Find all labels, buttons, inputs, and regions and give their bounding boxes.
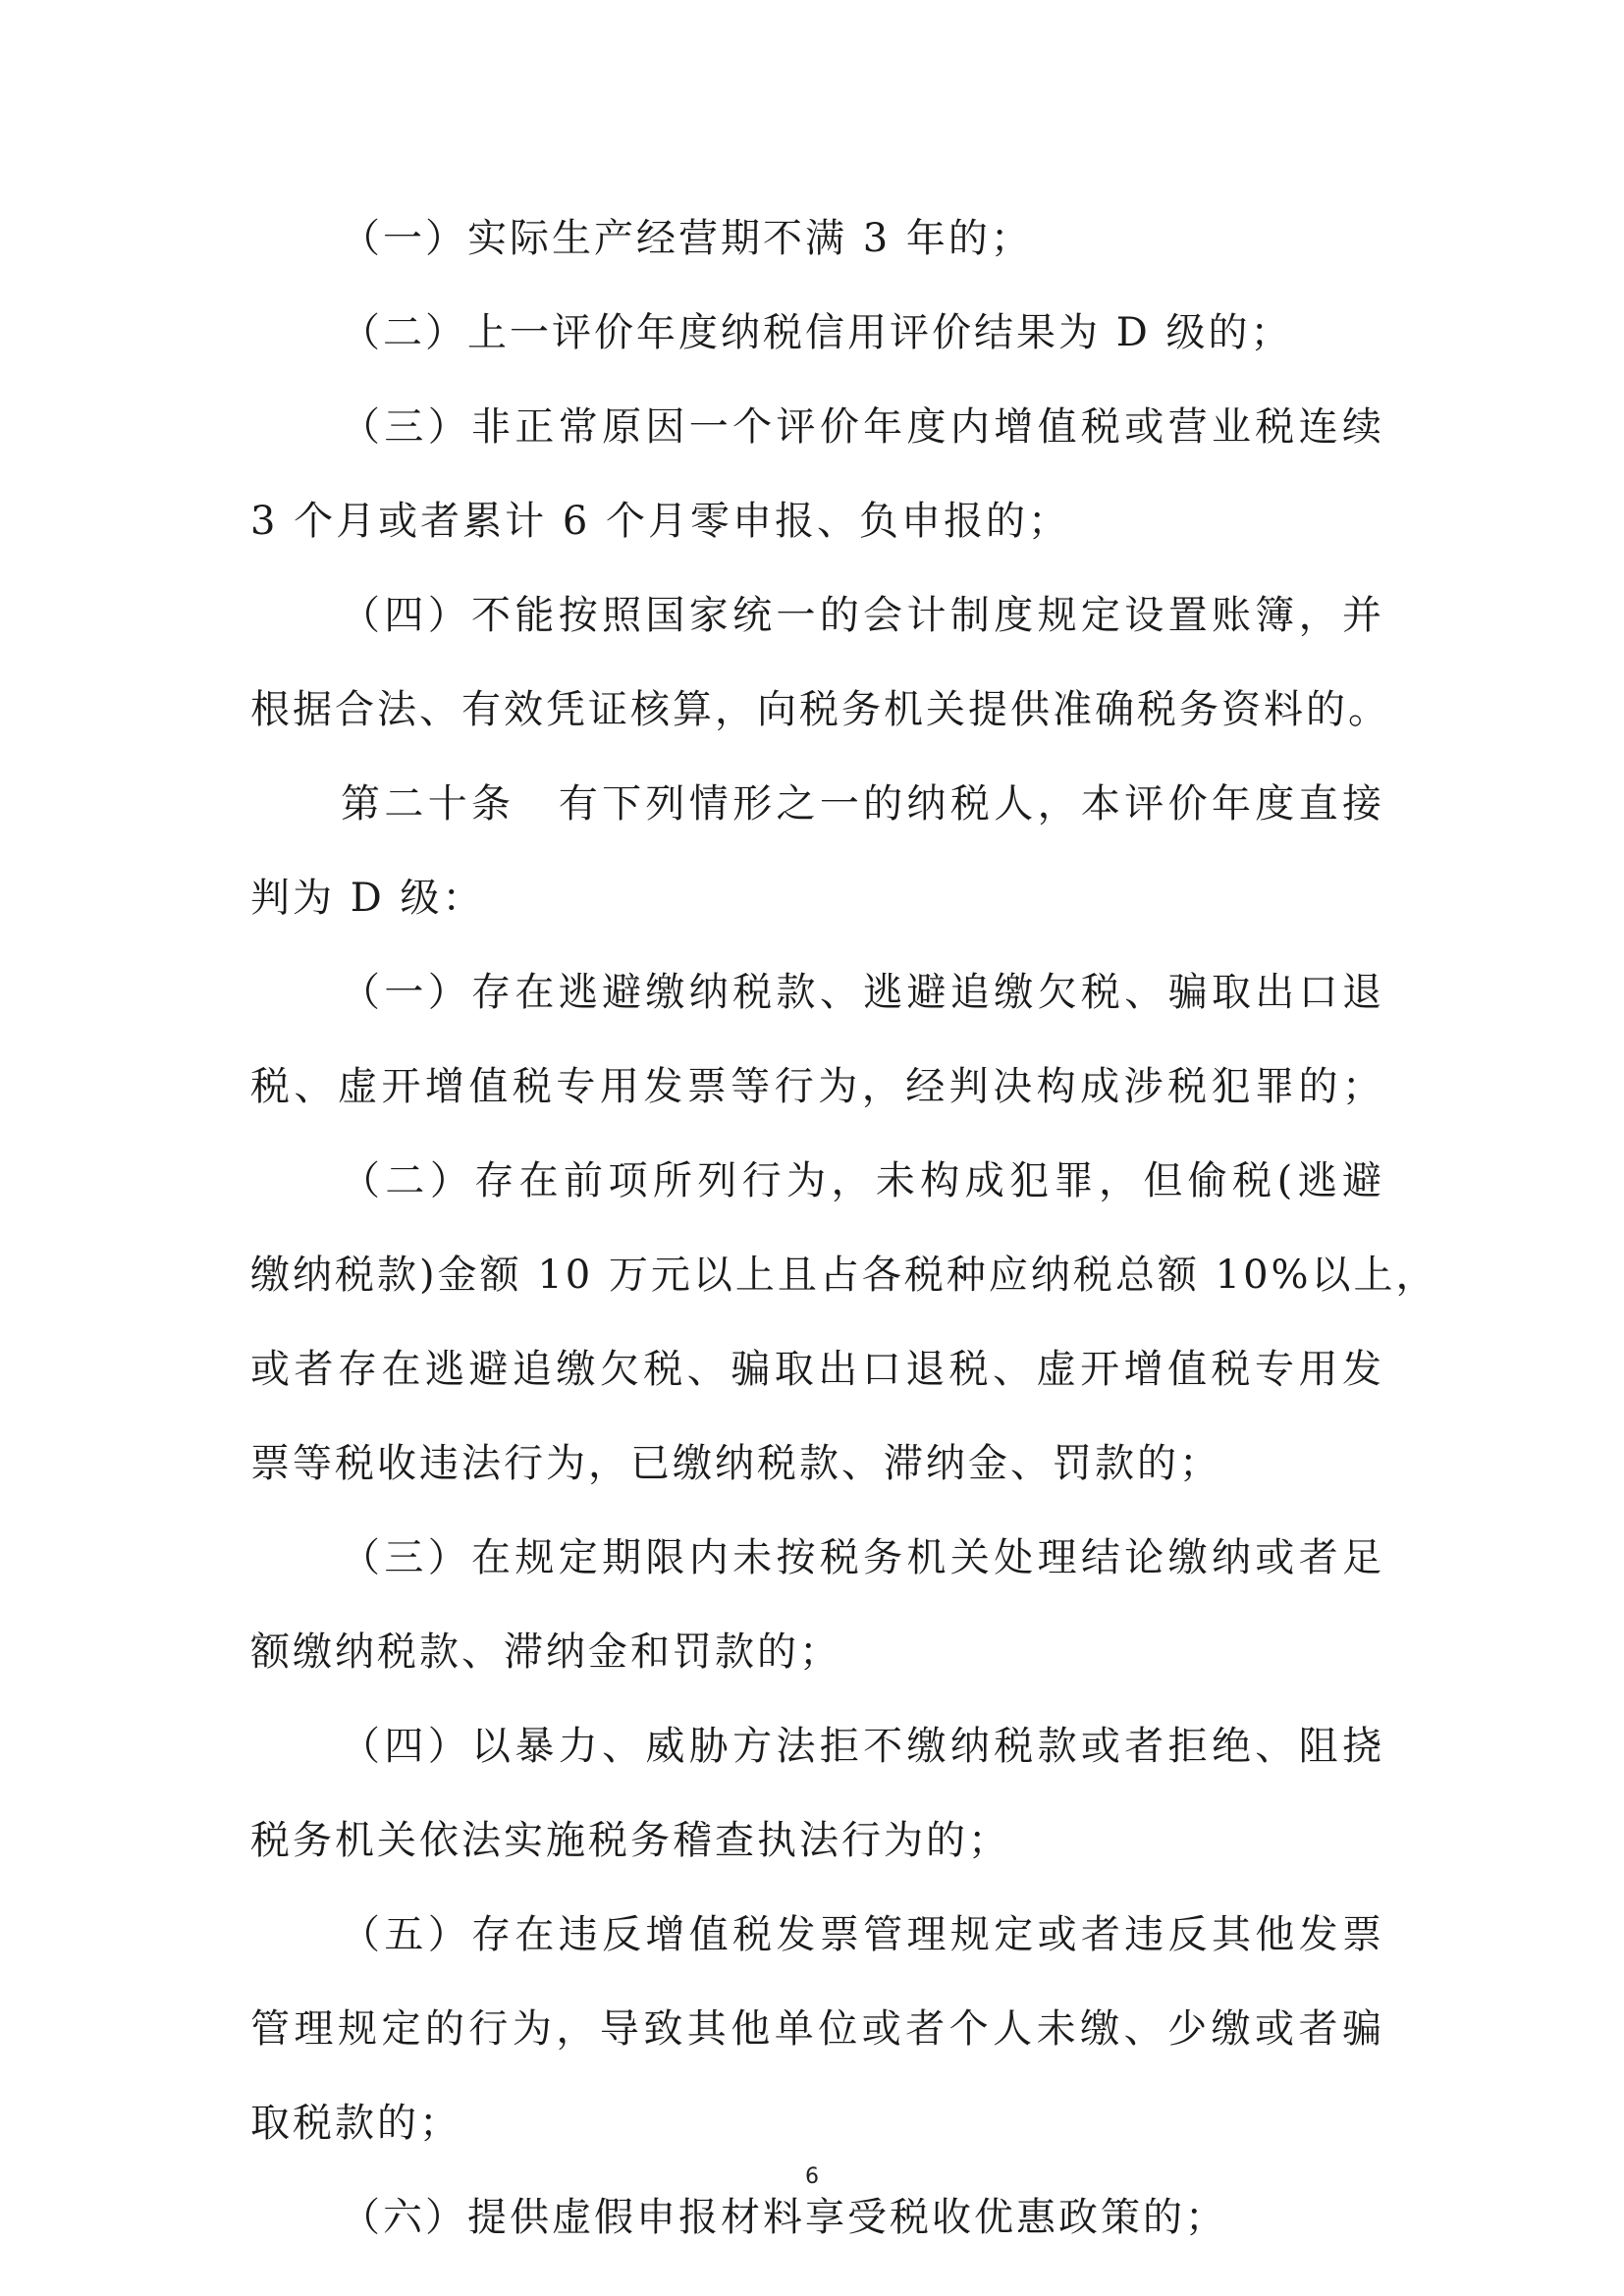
text-line: （三）在规定期限内未按税务机关处理结论缴纳或者足: [341, 1535, 1384, 1580]
text-line: （三）非正常原因一个评价年度内增值税或营业税连续: [341, 404, 1384, 450]
text-line: 取税款的；: [250, 2101, 461, 2146]
text-line: （六）提供虚假申报材料享受税收优惠政策的；: [341, 2195, 1227, 2240]
text-line: 税、虚开增值税专用发票等行为，经判决构成涉税犯罪的；: [250, 1064, 1384, 1109]
text-line: （四）以暴力、威胁方法拒不缴纳税款或者拒绝、阻挠: [341, 1724, 1384, 1769]
text-line: 判为 D 级：: [250, 876, 485, 921]
text-line: （二）上一评价年度纳税信用评价结果为 D 级的；: [341, 310, 1293, 355]
text-line: 税务机关依法实施税务稽查执法行为的；: [250, 1818, 1010, 1863]
text-line: （一）存在逃避缴纳税款、逃避追缴欠税、骗取出口退: [341, 970, 1384, 1015]
text-line: 根据合法、有效凭证核算，向税务机关提供准确税务资料的。: [250, 687, 1390, 732]
text-line: （一）实际生产经营期不满 3 年的；: [341, 216, 1033, 261]
text-line: 3 个月或者累计 6 个月零申报、负申报的；: [250, 499, 1071, 544]
text-line: 缴纳税款)金额 10 万元以上且占各税种应纳税总额 10%以上，: [250, 1253, 1438, 1298]
document-body: [250, 191, 1438, 2265]
page-number: 6: [805, 2164, 819, 2189]
text-line: （五）存在违反增值税发票管理规定或者违反其他发票: [341, 1912, 1384, 1957]
text-line: 额缴纳税款、滞纳金和罚款的；: [250, 1629, 841, 1675]
text-line: 或者存在逃避追缴欠税、骗取出口退税、虚开增值税专用发: [250, 1347, 1384, 1392]
text-line: （四）不能按照国家统一的会计制度规定设置账簿，并: [341, 593, 1384, 638]
text-line: （二）存在前项所列行为，未构成犯罪，但偷税(逃避: [341, 1158, 1384, 1203]
text-line: 第二十条 有下列情形之一的纳税人，本评价年度直接: [341, 781, 1384, 827]
text-line: 票等税收违法行为，已缴纳税款、滞纳金、罚款的；: [250, 1441, 1221, 1486]
text-line: 管理规定的行为，导致其他单位或者个人未缴、少缴或者骗: [250, 2006, 1384, 2052]
